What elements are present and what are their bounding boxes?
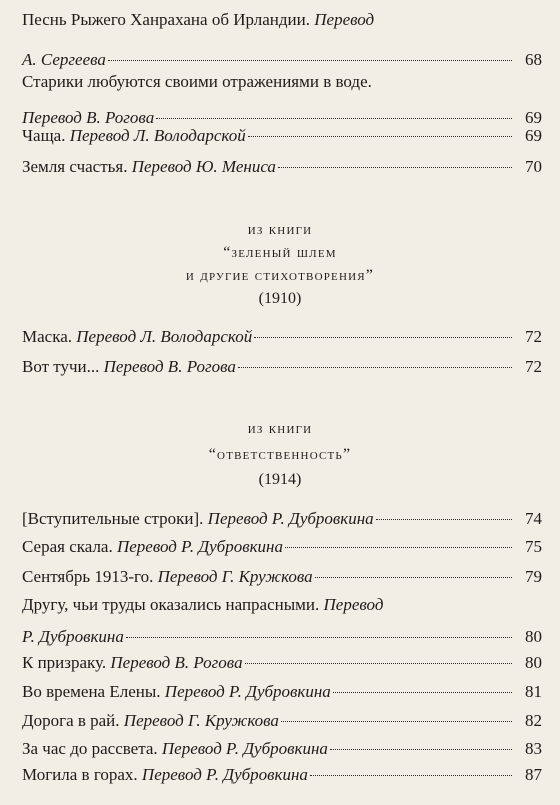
page-number: 75 xyxy=(525,537,542,556)
toc-entry xyxy=(22,567,542,587)
page-number: 69 xyxy=(525,126,542,145)
entry-translator: Перевод Л. Володарской xyxy=(76,327,253,346)
page-number: 80 xyxy=(525,627,542,646)
toc-entry xyxy=(22,711,542,731)
toc-entry xyxy=(22,653,542,673)
page-number: 69 xyxy=(525,108,542,127)
leader-dots xyxy=(245,663,512,664)
entry-translator: Перевод Г. Кружкова xyxy=(123,711,279,730)
entry-title: Земля счастья. xyxy=(22,157,128,176)
entry-translator: Перевод xyxy=(323,595,384,614)
entry-title: Во времена Елены. xyxy=(22,682,161,701)
leader-dots xyxy=(278,167,512,168)
section-heading-line: “зеленый шлем xyxy=(223,244,337,261)
section-heading-line: из книги xyxy=(247,420,313,437)
entry-title: Чаща. xyxy=(22,126,66,145)
entry-title: Другу, чьи труды оказались напрасными. xyxy=(22,595,320,614)
entry-translator: Перевод В. Рогова xyxy=(22,108,155,127)
toc-entry xyxy=(22,72,542,128)
toc-entry xyxy=(22,537,542,557)
entry-title: Песнь Рыжего Ханрахана об Ирландии. xyxy=(22,10,310,29)
leader-dots xyxy=(238,367,512,368)
toc-entry xyxy=(22,157,542,177)
page-number: 70 xyxy=(525,157,542,176)
page-number: 80 xyxy=(525,653,542,672)
entry-title: Старики любуются своими отражениями в воде. xyxy=(22,72,372,91)
entry-translator: Перевод Г. Кружкова xyxy=(157,567,313,586)
toc-entry xyxy=(22,595,542,647)
leader-dots xyxy=(285,547,512,548)
section-heading-line: “ответственность” xyxy=(208,446,352,463)
page-number: 87 xyxy=(525,765,542,784)
section-year: (1910) xyxy=(258,290,302,307)
entry-title: Маска. xyxy=(22,327,73,346)
entry-translator: Перевод Р. Дубровкина xyxy=(141,765,308,784)
entry-title: За час до рассвета. xyxy=(22,739,158,758)
section-year: (1914) xyxy=(258,471,302,488)
entry-translator: Перевод В. Рогова xyxy=(103,357,236,376)
entry-translator: Перевод Л. Володарской xyxy=(69,126,246,145)
entry-translator: Перевод Р. Дубровкина xyxy=(116,537,283,556)
entry-translator: Перевод Р. Дубровкина xyxy=(161,739,328,758)
entry-translator: Перевод Р. Дубровкина xyxy=(207,509,374,528)
entry-translator: Перевод Р. Дубровкина xyxy=(164,682,331,701)
toc-entry xyxy=(22,126,542,146)
toc-entry xyxy=(22,765,542,785)
leader-dots xyxy=(281,721,512,722)
page-number: 74 xyxy=(525,509,542,528)
entry-translator: Перевод xyxy=(314,10,375,29)
leader-dots xyxy=(156,118,512,119)
toc-entry xyxy=(22,739,542,759)
leader-dots xyxy=(315,577,512,578)
leader-dots xyxy=(310,775,512,776)
entry-title: Могила в горах. xyxy=(22,765,138,784)
toc-entry xyxy=(22,327,542,347)
page-number: 72 xyxy=(525,327,542,346)
entry-title: Серая скала. xyxy=(22,537,113,556)
leader-dots xyxy=(108,60,512,61)
page-number: 72 xyxy=(525,357,542,376)
toc-entry xyxy=(22,10,542,70)
entry-translator: Перевод В. Рогова xyxy=(110,653,243,672)
toc-entry xyxy=(22,509,542,529)
toc-entry xyxy=(22,682,542,702)
leader-dots xyxy=(248,136,512,137)
section-heading-line: из книги xyxy=(247,221,313,238)
leader-dots xyxy=(333,692,512,693)
entry-translator: Перевод Ю. Мениса xyxy=(131,157,276,176)
entry-title: [Вступительные строки]. xyxy=(22,509,204,528)
entry-translator-cont: А. Сергеева xyxy=(22,50,106,69)
entry-title: Вот тучи... xyxy=(22,357,100,376)
leader-dots xyxy=(254,337,512,338)
page-number: 68 xyxy=(525,50,542,69)
leader-dots xyxy=(376,519,512,520)
toc-entry xyxy=(22,357,542,377)
entry-translator-cont: Р. Дубровкина xyxy=(22,627,124,646)
entry-title: Сентябрь 1913-го. xyxy=(22,567,154,586)
page-number: 81 xyxy=(525,682,542,701)
page-number: 83 xyxy=(525,739,542,758)
entry-title: Дорога в рай. xyxy=(22,711,120,730)
page-number: 82 xyxy=(525,711,542,730)
page-number: 79 xyxy=(525,567,542,586)
leader-dots xyxy=(330,749,512,750)
section-heading-line: и другие стихотворения” xyxy=(185,267,375,284)
entry-title: К призраку. xyxy=(22,653,107,672)
leader-dots xyxy=(126,637,512,638)
